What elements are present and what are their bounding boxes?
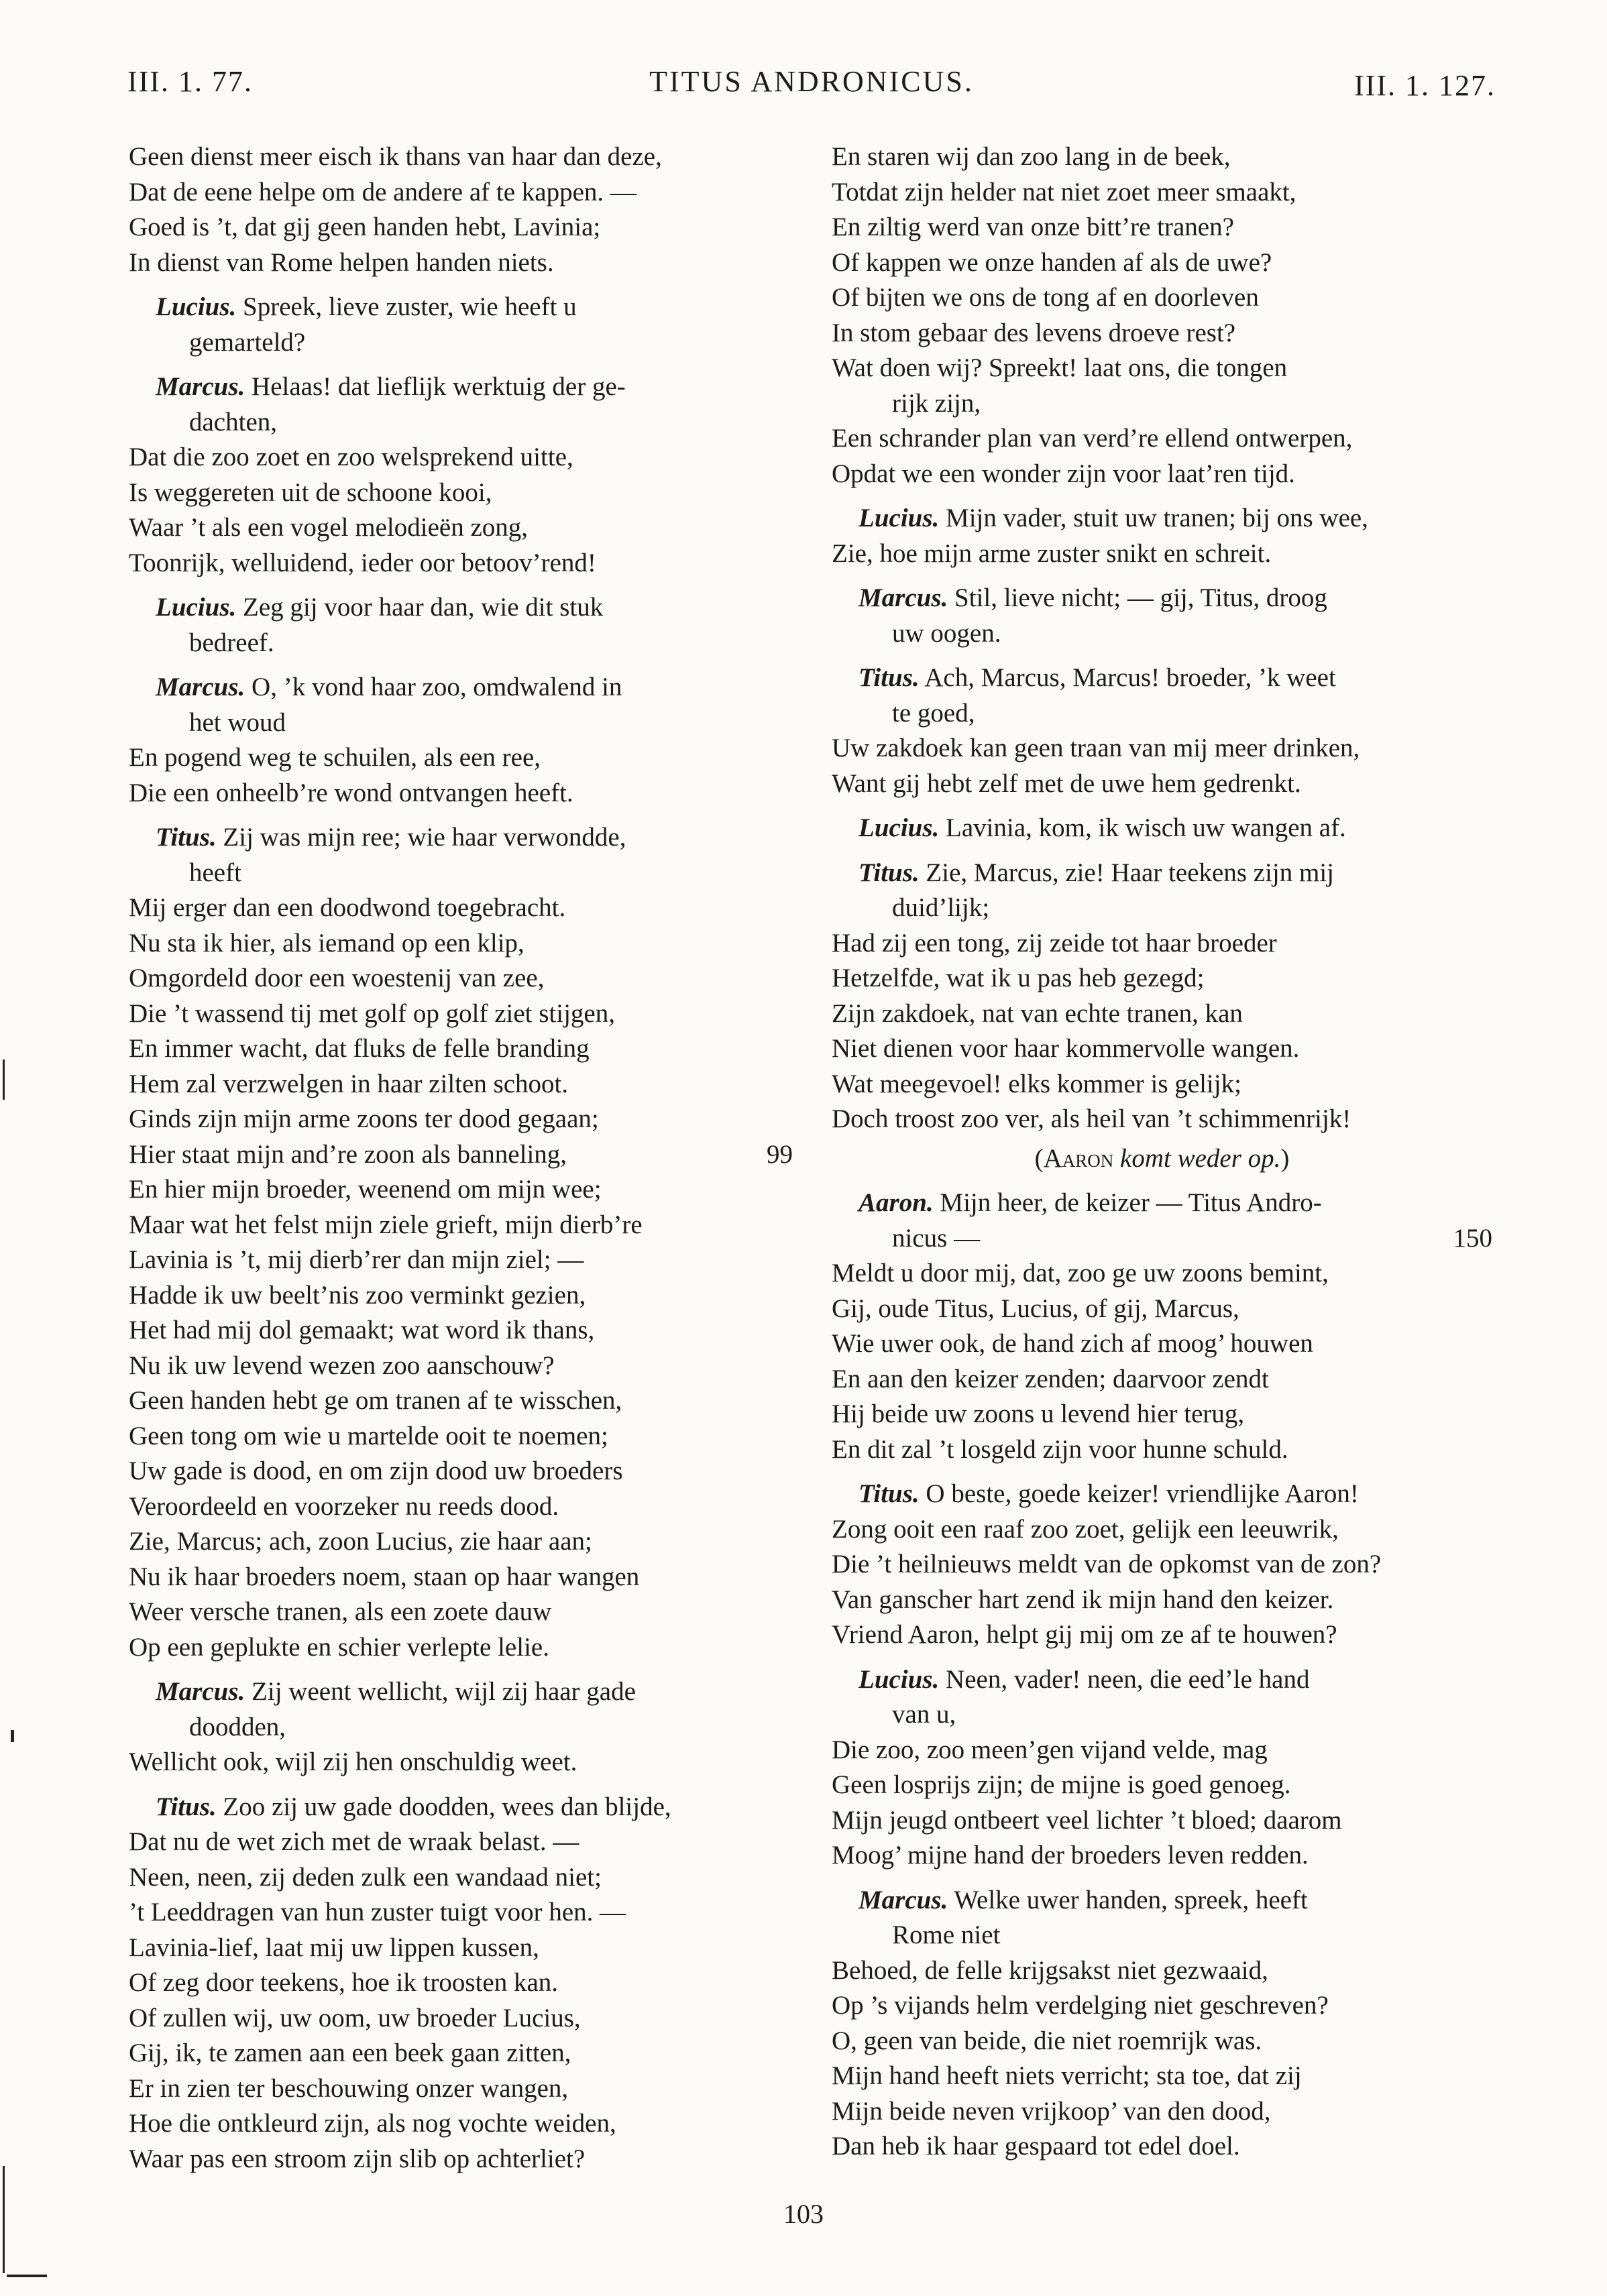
verse-continuation: heeft: [189, 858, 241, 887]
speech-line: Marcus. Stil, lieve nicht; — gij, Titus, droog: [858, 583, 1327, 612]
verse-line: En aan den keizer zenden; daarvoor zendt: [832, 1364, 1269, 1393]
verse-line: Had zij een tong, zij zeide tot haar broeder: [832, 928, 1277, 958]
verse-line: Opdat we een wonder zijn voor laat’ren tijd.: [832, 459, 1295, 488]
verse-line: En pogend weg te schuilen, als een ree,: [129, 743, 541, 772]
verse-line: Nu ik uw levend wezen zoo aanschouw?: [129, 1351, 555, 1380]
verse-line: Doch troost zoo ver, als heil van ’t schimmenrijk!: [832, 1104, 1351, 1133]
verse-line: Wat meegevoel! elks kommer is gelijk;: [832, 1069, 1241, 1098]
verse-line: Op ’s vijands helm verdelging niet geschreven?: [832, 1991, 1329, 2020]
header-right-reference: III. 1. 127.: [1354, 69, 1496, 102]
speaker-name: Marcus.: [156, 372, 245, 401]
verse-line: Mijn jeugd ontbeert veel lichter ’t bloed; daarom: [832, 1805, 1342, 1835]
speaker-name: Marcus.: [858, 583, 948, 612]
speech-line: Aaron. Mijn heer, de keizer — Titus Andro-: [858, 1188, 1322, 1217]
page-number: 103: [783, 2199, 824, 2229]
verse-continuation: Rome niet: [892, 1920, 1001, 1949]
verse-line: Wie uwer ook, de hand zich af moog’ houwen: [832, 1329, 1313, 1358]
speech-line: Titus. Ach, Marcus, Marcus! broeder, ’k weet: [858, 663, 1336, 692]
speaker-name: Aaron.: [858, 1188, 934, 1217]
verse-line: Goed is ’t, dat gij geen handen hebt, Lavinia;: [129, 213, 601, 241]
verse-line: Toonrijk, welluidend, ieder oor betoov’rend!: [129, 548, 596, 577]
verse-line: Mijn hand heeft niets verricht; sta toe, dat zij: [832, 2061, 1302, 2090]
speaker-name: Titus.: [156, 823, 217, 852]
speech-line: Marcus. O, ’k vond haar zoo, omdwalend in: [156, 673, 622, 701]
verse-line: Neen, neen, zij deden zulk een wandaad niet;: [129, 1862, 602, 1892]
verse-line: Dan heb ik haar gespaard tot edel doel.: [832, 2132, 1240, 2161]
verse-line: Mij erger dan een doodwond toegebracht.: [129, 893, 566, 922]
stage-direction-text: komt weder op.: [1120, 1143, 1281, 1173]
verse-continuation: bedreef.: [189, 628, 274, 657]
verse-line: Geen tong om wie u martelde ooit te noemen;: [129, 1421, 608, 1450]
verse-line: Zie, Marcus; ach, zoon Lucius, zie haar aan;: [129, 1527, 592, 1556]
verse-line: En staren wij dan zoo lang in de beek,: [832, 142, 1231, 171]
verse-line: Op een geplukte en schier verlepte lelie.: [129, 1632, 549, 1662]
verse-line: Veroordeeld en voorzeker nu reeds dood.: [129, 1491, 559, 1521]
verse-line: En dit zal ’t losgeld zijn voor hunne schuld.: [832, 1434, 1288, 1464]
verse-line: Behoed, de felle krijgsakst niet gezwaaid,: [832, 1955, 1268, 1985]
verse-line: Dat die zoo zoet en zoo welsprekend uitte,: [129, 443, 573, 471]
speech-line: Lucius. Lavinia, kom, ik wisch uw wangen af.: [858, 813, 1346, 842]
verse-line: Die ’t heilnieuws meldt van de opkomst van de zon?: [832, 1550, 1382, 1578]
verse-line: Hoe die ontkleurd zijn, als nog vochte weiden,: [129, 2109, 616, 2138]
verse-continuation: van u,: [892, 1700, 956, 1729]
verse-line: Hetzelfde, wat ik u pas heb gezegd;: [832, 964, 1205, 992]
verse-line: Geen handen hebt ge om tranen af te wisschen,: [129, 1386, 622, 1415]
verse-continuation: rijk zijn,: [892, 388, 981, 418]
speaker-name: Lucius.: [858, 504, 940, 532]
speech-line: Lucius. Spreek, lieve zuster, wie heeft u: [156, 292, 577, 321]
line-number: 150: [1453, 1223, 1492, 1253]
verse-line: Waar pas een stroom zijn slib op achterliet?: [129, 2144, 586, 2173]
verse-continuation: nicus — 150: [832, 1221, 1492, 1257]
verse-line: Uw zakdoek kan geen traan van mij meer drinken,: [832, 734, 1360, 762]
header-left-reference: III. 1. 77.: [127, 65, 253, 98]
verse-line: Gij, oude Titus, Lucius, of gij, Marcus,: [832, 1294, 1239, 1323]
verse-line: Het had mij dol gemaakt; wat word ik thans,: [129, 1316, 595, 1344]
header-title: TITUS ANDRONICUS.: [649, 65, 974, 98]
verse-line: Geen dienst meer eisch ik thans van haar dan deze,: [129, 142, 662, 171]
stage-direction: (Aaron komt weder op.): [1034, 1143, 1290, 1173]
verse-line: Weer versche tranen, als een zoete dauw: [129, 1597, 552, 1626]
speaker-name: Titus.: [858, 663, 920, 692]
stage-direction-name: Aaron: [1043, 1143, 1114, 1173]
verse-line: Of zeg door teekens, hoe ik troosten kan.: [129, 1968, 559, 1997]
verse-line: En ziltig werd van onze bitt’re tranen?: [832, 213, 1234, 241]
right-text-column: [832, 139, 1492, 2165]
verse-line: Hij beide uw zoons u levend hier terug,: [832, 1399, 1245, 1428]
speaker-name: Titus.: [156, 1792, 217, 1821]
verse-line: Uw gade is dood, en om zijn dood uw broeders: [129, 1456, 623, 1485]
speaker-name: Titus.: [858, 858, 920, 887]
verse-line: Nu sta ik hier, als iemand op een klip,: [129, 928, 524, 958]
speaker-name: Marcus.: [858, 1885, 948, 1914]
verse-line: Of kappen we onze handen af als de uwe?: [832, 247, 1272, 277]
speaker-name: Lucius.: [156, 593, 237, 622]
speaker-name: Lucius.: [858, 1664, 940, 1694]
verse-continuation: doodden,: [189, 1712, 286, 1741]
scan-mark: [11, 1730, 14, 1742]
verse-continuation: dachten,: [189, 407, 278, 437]
speaker-name: Lucius.: [156, 292, 237, 321]
verse-line: Geen losprijs zijn; de mijne is goed genoeg.: [832, 1770, 1291, 1799]
verse-line: Maar wat het felst mijn ziele grieft, mijn dierb’re: [129, 1210, 643, 1239]
verse-line: Zijn zakdoek, nat van echte tranen, kan: [832, 998, 1243, 1028]
verse-continuation: duid’lijk;: [892, 893, 990, 922]
verse-line: Niet dienen voor haar kommervolle wangen.: [832, 1034, 1300, 1063]
verse-continuation: uw oogen.: [892, 618, 1001, 648]
verse-line: Want gij hebt zelf met de uwe hem gedrenkt.: [832, 768, 1301, 798]
verse-line: ’t Leeddragen van hun zuster tuigt voor hen. —: [129, 1898, 626, 1927]
verse-line: Ginds zijn mijn arme zoons ter dood gegaan;: [129, 1104, 599, 1133]
scan-mark: [3, 2166, 5, 2273]
speech-line: Titus. O beste, goede keizer! vriendlijke Aaron!: [858, 1479, 1359, 1508]
scan-mark: [3, 1059, 5, 1100]
verse-line: Wat doen wij? Spreekt! laat ons, die tongen: [832, 353, 1288, 382]
line-number: 99: [767, 1139, 793, 1169]
speech-line: Lucius. Neen, vader! neen, die eed’le hand: [858, 1664, 1310, 1694]
verse-line: Vriend Aaron, helpt gij mij om ze af te houwen?: [832, 1620, 1337, 1649]
verse-continuation: het woud: [189, 707, 286, 737]
verse-line: Die een onheelb’re wond ontvangen heeft.: [129, 778, 573, 807]
verse-line: Van ganscher hart zend ik mijn hand den keizer.: [832, 1585, 1334, 1614]
verse-line: Zong ooit een raaf zoo zoet, gelijk een leeuwrik,: [832, 1514, 1339, 1544]
speech-line: Marcus. Helaas! dat lieflijk werktuig der ge-: [156, 372, 626, 401]
speaker-name: Marcus.: [156, 1677, 245, 1706]
verse-line: O, geen van beide, die niet roemrijk was.: [832, 2026, 1262, 2055]
speaker-name: Titus.: [858, 1479, 920, 1508]
scan-mark: [7, 2275, 47, 2277]
speech-line: Marcus. Zij weent wellicht, wijl zij haar gade: [156, 1677, 636, 1706]
verse-line: In stom gebaar des levens droeve rest?: [832, 318, 1236, 347]
verse-line: Een schrander plan van verd’re ellend ontwerpen,: [832, 424, 1353, 453]
speech-line: Lucius. Zeg gij voor haar dan, wie dit stuk: [156, 593, 604, 622]
speaker-name: Marcus.: [156, 673, 245, 701]
verse-line: Is weggereten uit de schoone kooi,: [129, 477, 492, 507]
speech-line: Titus. Zie, Marcus, zie! Haar teekens zijn mij: [858, 858, 1334, 887]
verse-line: En hier mijn broeder, weenend om mijn wee;: [129, 1175, 602, 1204]
verse-line: In dienst van Rome helpen handen niets.: [129, 247, 554, 277]
verse-line: Omgordeld door een woestenij van zee,: [129, 964, 545, 992]
verse-line: Hier staat mijn and’re zoon als banneling, 99: [129, 1137, 793, 1173]
verse-line: Of bijten we ons de tong af en doorleven: [832, 283, 1259, 312]
speech-line: Marcus. Welke uwer handen, spreek, heeft: [858, 1885, 1308, 1914]
verse-line: En immer wacht, dat fluks de felle branding: [129, 1034, 590, 1063]
verse-line: Hadde ik uw beelt’nis zoo verminkt gezien,: [129, 1280, 586, 1310]
verse-line: Of zullen wij, uw oom, uw broeder Lucius,: [129, 2003, 581, 2032]
verse-line: Dat nu de wet zich met de wraak belast. —: [129, 1827, 579, 1856]
verse-line: Lavinia-lief, laat mij uw lippen kussen,: [129, 1933, 539, 1962]
verse-line: Totdat zijn helder nat niet zoet meer smaakt,: [832, 177, 1296, 207]
speech-line: Titus. Zoo zij uw gade doodden, wees dan blijde,: [156, 1792, 671, 1821]
verse-line: Dat de eene helpe om de andere af te kappen. —: [129, 177, 636, 207]
verse-line: Nu ik haar broeders noem, staan op haar wangen: [129, 1562, 640, 1591]
running-header: [127, 64, 1496, 111]
speech-line: Titus. Zij was mijn ree; wie haar verwondde,: [156, 823, 626, 852]
speaker-name: Lucius.: [858, 813, 940, 842]
verse-line: Die ’t wassend tij met golf op golf ziet stijgen,: [129, 998, 615, 1028]
verse-continuation: te goed,: [892, 698, 975, 728]
verse-line: Die zoo, zoo meen’gen vijand velde, mag: [832, 1735, 1268, 1764]
verse-line: Er in zien ter beschouwing onzer wangen,: [129, 2073, 569, 2103]
left-text-column: [129, 139, 793, 2177]
verse-line: Moog’ mijne hand der broeders leven redden.: [832, 1841, 1309, 1870]
verse-line: Mijn beide neven vrijkoop’ van den dood,: [832, 2096, 1271, 2126]
verse-line: Gij, ik, te zamen aan een beek gaan zitten,: [129, 2039, 571, 2067]
verse-line: Waar ’t als een vogel melodieën zong,: [129, 513, 528, 542]
verse-continuation: gemarteld?: [189, 327, 306, 357]
verse-line: Lavinia is ’t, mij dierb’rer dan mijn ziel; —: [129, 1245, 584, 1274]
verse-line: Hem zal verzwelgen in haar zilten schoot.: [129, 1069, 569, 1098]
verse-line: Wellicht ook, wijl zij hen onschuldig weet.: [129, 1747, 577, 1776]
verse-line: Zie, hoe mijn arme zuster snikt en schreit.: [832, 538, 1272, 568]
speech-line: Lucius. Mijn vader, stuit uw tranen; bij ons wee,: [858, 504, 1368, 532]
verse-line: Meldt u door mij, dat, zoo ge uw zoons bemint,: [832, 1259, 1329, 1287]
